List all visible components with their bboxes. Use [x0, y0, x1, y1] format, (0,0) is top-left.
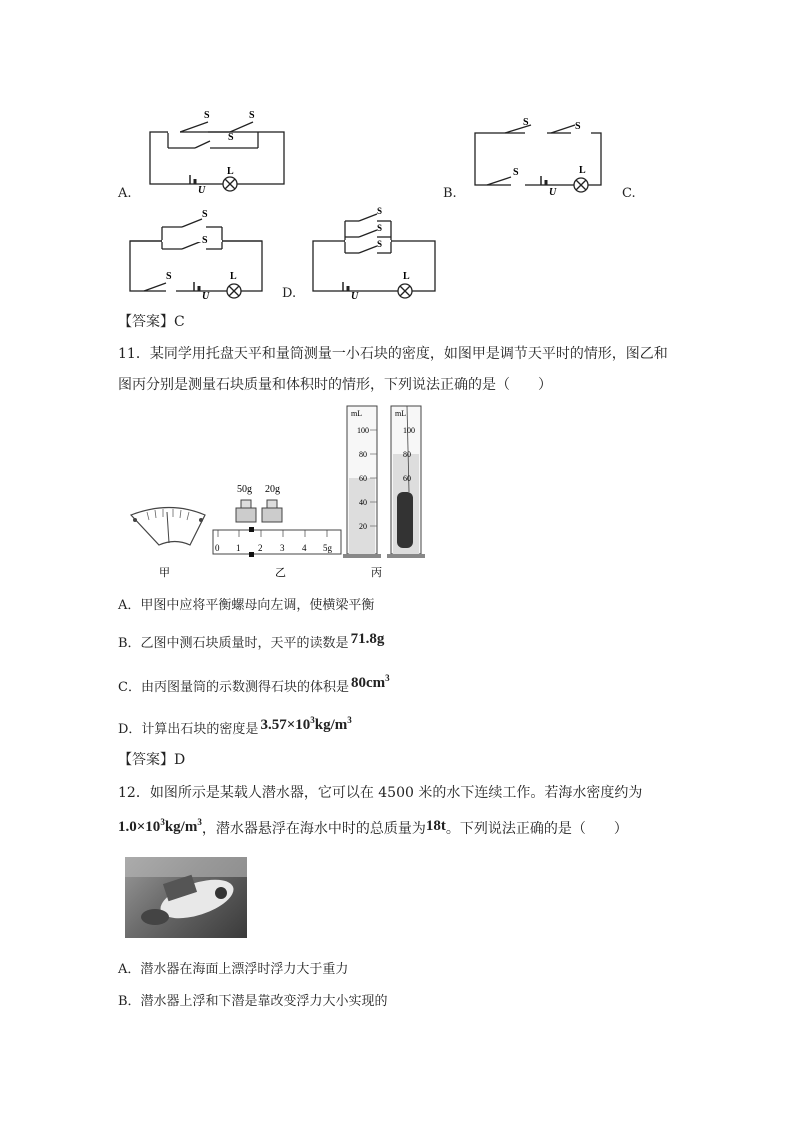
- label-s1: S: [202, 209, 208, 220]
- scale-tick-4: 4: [302, 543, 307, 553]
- label-s2: S: [202, 235, 208, 246]
- q12-formula1b: kg/m: [164, 819, 198, 835]
- q12-stem-mid: ，潜水器悬浮在海水中时的总质量为: [201, 821, 426, 837]
- q11-option-c-sup: 3: [385, 673, 390, 683]
- label-s1: S: [523, 117, 529, 128]
- label-s1c: S: [513, 167, 519, 178]
- cyl-tick-80: 80: [403, 450, 411, 459]
- q11-option-b-text: B．乙图中测石块质量时，天平的读数是: [118, 636, 349, 651]
- scale-tick-1: 1: [236, 543, 241, 553]
- label-yi: 乙: [275, 567, 286, 579]
- q12-stem-line1: 12．如图所示是某载人潜水器，它可以在 4500 米的水下连续工作。若海水密度约为: [118, 785, 643, 801]
- cyl-tick-100: 100: [403, 426, 415, 435]
- circuit-diagram-c: [122, 205, 272, 300]
- option-c-label: C.: [622, 186, 636, 201]
- q12-formula1a: 1.0×10: [118, 819, 161, 835]
- q11-option-d: [118, 715, 352, 738]
- cyl-tick-40: 40: [359, 498, 367, 507]
- label-s3: S: [377, 239, 383, 249]
- scale-tick-2: 2: [258, 543, 263, 553]
- scale-tick-0: 0: [215, 543, 220, 553]
- q12-option-a: A．潜水器在海面上漂浮时浮力大于重力: [118, 962, 349, 977]
- label-s1c: S: [166, 271, 172, 282]
- q12-option-b: B．潜水器上浮和下潜是靠改变浮力大小实现的: [118, 994, 388, 1009]
- label-lamp: L: [579, 165, 586, 176]
- submersible-icon: [125, 857, 247, 938]
- q12-formula1-sup2: 3: [197, 817, 202, 827]
- option-d-label: D.: [282, 286, 297, 301]
- cyl-tick-60: 60: [403, 474, 411, 483]
- q11-figure: [125, 400, 445, 582]
- label-s1: S: [377, 206, 383, 216]
- scale-tick-3: 3: [280, 543, 285, 553]
- label-source: U: [351, 291, 359, 300]
- label-jia: 甲: [159, 567, 170, 579]
- q11-option-d-text: D．计算出石块的密度是: [118, 722, 259, 737]
- q10-answer: 【答案】C: [118, 314, 185, 330]
- q11-option-c-formula: 80cm: [350, 675, 386, 691]
- label-s2: S: [228, 132, 234, 143]
- cyl-tick-80: 80: [359, 450, 367, 459]
- weight-label-20g: 20g: [265, 484, 280, 495]
- label-lamp: L: [230, 271, 237, 282]
- q11-option-a: A．甲图中应将平衡螺母向左调，使横梁平衡: [118, 598, 375, 613]
- scale-tick-5g: 5g: [323, 543, 332, 553]
- q12-stem-end: 。下列说法正确的是（ ）: [445, 821, 628, 837]
- option-b-label: B.: [443, 186, 457, 201]
- cylinder-unit: mL: [351, 409, 363, 418]
- q11-option-b: [118, 632, 384, 652]
- q11-stem-line2: 图丙分别是测量石块质量和体积时的情形，下列说法正确的是（ ）: [118, 377, 552, 393]
- cyl-tick-100: 100: [357, 426, 369, 435]
- q11-stem-line1: 11．某同学用托盘天平和量筒测量一小石块的密度，如图甲是调节天平时的情形，图乙和: [118, 346, 668, 362]
- label-lamp: L: [403, 271, 410, 282]
- q11-option-d-formula-a: 3.57×10: [260, 717, 311, 733]
- q11-option-d-formula-b: kg/m: [314, 717, 348, 733]
- q11-option-c-text: C．由丙图量筒的示数测得石块的体积是: [118, 680, 349, 695]
- q11-option-d-sup2: 3: [347, 715, 352, 725]
- cylinder-unit-2: mL: [395, 409, 407, 418]
- label-bing: 丙: [371, 567, 382, 579]
- label-lamp: L: [227, 166, 234, 177]
- circuit-diagram-b: [465, 115, 615, 200]
- cylinder-right: [387, 406, 425, 558]
- q12-formula1-sup: 3: [160, 817, 165, 827]
- label-source: U: [202, 291, 210, 300]
- label-s1: S: [204, 110, 210, 121]
- label-source: U: [549, 187, 557, 198]
- label-s2: S: [377, 223, 383, 233]
- q11-option-b-formula: 71.8g: [350, 631, 385, 647]
- q11-option-c: [118, 673, 390, 696]
- label-s2: S: [575, 121, 581, 132]
- q11-answer: 【答案】D: [118, 752, 186, 768]
- cyl-tick-60: 60: [359, 474, 367, 483]
- cyl-tick-20: 20: [359, 522, 367, 531]
- submersible-photo: [125, 857, 247, 938]
- weight-label-50g: 50g: [237, 484, 252, 495]
- label-source: U: [198, 185, 206, 195]
- q12-formula2: 18t: [425, 818, 446, 834]
- cylinder-left: [343, 406, 381, 558]
- option-a-label: A.: [118, 186, 132, 201]
- label-s1b: S: [249, 110, 255, 121]
- q11-option-d-sup1: 3: [310, 715, 315, 725]
- circuit-diagram-a: [140, 100, 290, 195]
- balance-pointer-dial: [131, 508, 205, 546]
- circuit-diagram-d: [305, 205, 440, 300]
- q12-stem-line2: [118, 818, 628, 838]
